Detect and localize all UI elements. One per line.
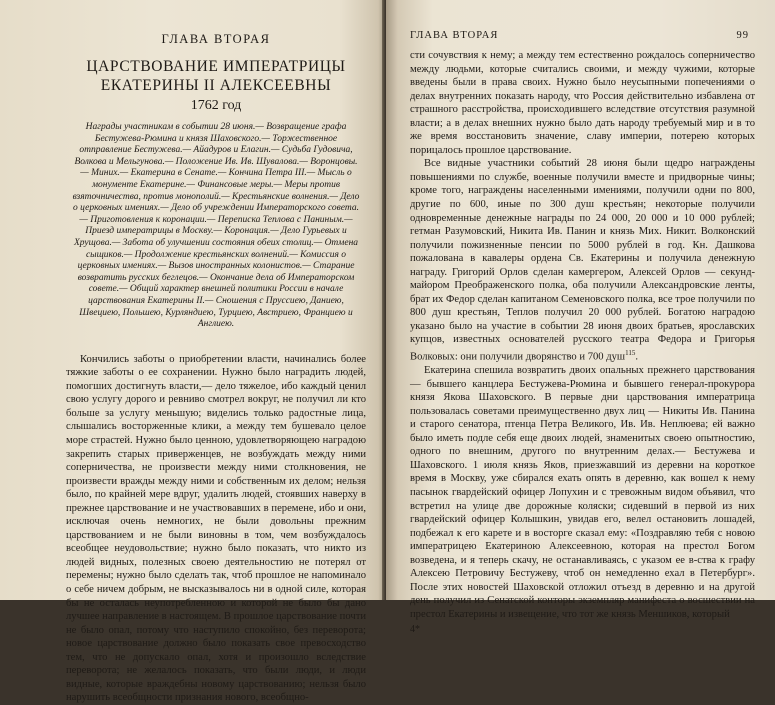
- page-number: 99: [736, 30, 749, 41]
- right-paragraph-3: Екатерина спешила возвратить двоих опальных прежнего царствования — бывшего канцлера Бестужева-Рюмина и бывшего генерал-прокурора князя Якова Шаховского. В первые дни царствования императрица пользовалась советами преимущественно двух лиц — Никиты Ив. Панина и старого сенатора, птенца Петра Великого, Ив. Ив. Неплюева; ей важно было иметь подле себя еще двоих людей, знаменитых своею опытностию, одного по внешним, другого по внутренним делах.— Бестужева и Шаховского. 1 июля князь Яков, приезжавший из деревни на короткое время в Москву, уже сбирался ехать опять в деревню, как вошел к нему пасынок гвардейский офицер Лопухин и с тревожным видом объявил, что встретил на улице две дорожные коляски; сидевший в первой из них гвардейский офицер Колышкин, увидав его, велел остановить лошадей, подбежал к его карете и в восторге сказал ему: «Поздравляю тебя с новою императрицею Екатериною Алексеевною, которая на престол Богом возведена, и я теперь скачу, не останавливаясь, с указом ее в-ства к графу Алексею Петровичу Бестужеву, чтоб он немедленно ехал в Петербург». После этих новостей Шаховской отложил отъезд в деревню и на другой день получил из Сенатской конторы экземпляр манифеста о восшествии на престол Екатерины и извещение, что тот же князь Меншиков, который: [410, 365, 755, 620]
- chapter-year: 1762 год: [190, 98, 242, 113]
- left-body-text: [66, 353, 366, 705]
- right-body-text: [410, 49, 755, 622]
- chapter-title-line-1: ЦАРСТВОВАНИЕ ИМПЕРАТРИЦЫ: [86, 58, 346, 75]
- chapter-summary: Награды участникам в событии 28 июня.— Возвращение графа Бестужева-Рюмина и князя Шаховского.— Торжественное отправление Бестужева.— Айадуров и Елагин.— Судьба Гудовича, Волкова и Мельгунова.— Положение Ив. Ив. Шувалова.— Воронцовы.— Миних.— Екатерина в Сенате.— Кончина Петра III.— Мысль о монументе Екатерине.— Финансовые меры.— Меры против взяточничества, против монополий.— Крестьянские волнения.— Дело о церковных имениях.— Дело об учреждении Императорского совета.— Приготовления к коронации.— Переписка Теплова с Паниным.— Приезд императрицы в Москву.— Коронация.— Дело Гурьевых и Хрущова.— Забота об улучшении состояния обеих столиц.— Отмена сыщиков.— Продолжение крестьянских волнений.— Комиссия о церковных имениях.— Вызов иностранных колонистов.— Старание возвратить русских беглецов.— Окончание дела об Императорском совете.— Общий характер внешней политики России в начале царствования Екатерины II.— Сношения с Пруссиею, Даниею, Швециею, Польшею, Курляндиею, Турциею, Австриею, Франциею и Англиею.: [72, 122, 360, 330]
- left-page: [0, 0, 386, 704]
- running-header: [410, 30, 755, 41]
- chapter-title-line-2: ЕКАТЕРИНЫ II АЛЕКСЕЕВНЫ: [100, 77, 332, 94]
- printer-signature: 4*: [410, 623, 420, 635]
- chapter-title: [66, 57, 366, 95]
- left-body-paragraph: Кончились заботы о приобретении власти, начинались более тяжкие заботы о ее сохранении. Нужно было наградить людей, помогших достигнуть власти,— дело тяжелое, ибо каждый ценил свою услугу дорого и ревниво смотрел вокруг, не получил ли кто больше за услугу меньшую; виделись только радостные лица, слышались восторженные клики, а между тем бушевало целое море страстей. Нужно было ценною, удовлетворяющею наградою закрепить старых приверженцев, не возбуждать между ними соперничества, не произвести между ними столкновения, не произвести вражды между ними и собственным их делом; нельзя было, по крайней мере вдруг, удалить людей, стоявших наверху в прежнее царствование и не участвовавших в перемене, ибо и они, исключая очень немногих, не были довольны прежним царствованием и не были виновны в том, чем возбуждалось всеобщее неудовольствие; нужно было показать, что никто из людей видных, полезных своею деятельностию не потерял от перемены; нужно было сделать так, чтоб прошлое не напоминало о себе ничем добрым, не высказывалось ни в одной силе, которая бы не осталась неупотребленною и которой не было бы дано лучшее направление в настоящем. В прошлое царствование почти не было опал, потому что наступило спокойно, без переворота; новое царствование должно было показать свое превосходство тем, что не допускало опал, хотя и произошло вследствие переворота; не желалось показать, что были люди, и люди видные, которые враждебны новому царствованию; нельзя было нарушить всеобщности признания нового, всеобщно-: [66, 353, 366, 704]
- running-head-title: ГЛАВА ВТОРАЯ: [410, 30, 499, 41]
- right-paragraph-2-text: Все видные участники событий 28 июня были щедро награждены повышениями по службе, военные получили вместе и придворные чины; кроме того, награждены населенными имениями, получили одни по 800, другие по 600, иные по 300 душ крестьян; некоторые получили одновременные денежные награды по 24 000, 20 000 и 10 000 рублей; гетман Разумовский, Никита Ив. Панин и князь Мих. Никит. Волконский получили пожизненные пенсии по 5000 рублей в год. Кн. Дашкова пожалована в кавалеры ордена Св. Екатерины и получила денежную награду. Григорий Орлов сделан камергером, Алексей Орлов — секунд-майором Преображенского полка, оба получили Александровские ленты, брат их Федор сделан капитаном Семеновского полка, все трое получили по 800 душ крестьян, Теплов получил 20 000 рублей. Богатою наградою указано было на участие в событии 28 июня двоих братьев, ярославских купцов, известных основателей русского театра Федора и Григорья Волковых: они получили дворянство и 700 душ: [410, 158, 756, 363]
- right-page: [386, 0, 775, 635]
- right-paragraph-2: Все видные участники событий 28 июня были щедро награждены повышениями по службе, военные получили вместе и придворные чины; кроме того, награждены населенными имениями, получили одни по 800, другие по 600, иные по 300 душ крестьян; некоторые получили одновременные денежные награды по 24 000, 20 000 и 10 000 рублей; гетман Разумовский, Никита Ив. Панин и князь Мих. Никит. Волконский получили пожизненные пенсии по 5000 рублей в год. Кн. Дашкова пожалована в кавалеры ордена Св. Екатерины и получила денежную награду. Григорий Орлов сделан камергером, Алексей Орлов — секунд-майором Преображенского полка, оба получили Александровские ленты, брат их Федор сделан капитаном Семеновского полка, все трое получили по 800 душ крестьян, Теплов получил 20 000 рублей. Богатою наградою указано было на участие в событии 28 июня двоих братьев, ярославских купцов, известных основателей русского театра Федора и Григорья Волковых: они получили дворянство и 700 душ$^{115}$.: [410, 158, 756, 363]
- chapter-heading: ГЛАВА ВТОРАЯ: [161, 32, 271, 46]
- right-paragraph-1: сти сочувствия к нему; а между тем естественно рождалось соперничество между людьми, которые считались своими, и между чужими, которые введены были в права своих. Нужно было неусыпными попечениями о делах внутренних показать народу, что Россия действительно избавлена от страшного расстройства, происходившего вследствие отсутствия разумной власти; а в делах внешних нужно было дать народу требуемый мир и в то же время восстановить значение, славу империи, потерею которых порицалось прошлое царствование.: [410, 50, 755, 156]
- footnote-ref: 115: [625, 349, 636, 358]
